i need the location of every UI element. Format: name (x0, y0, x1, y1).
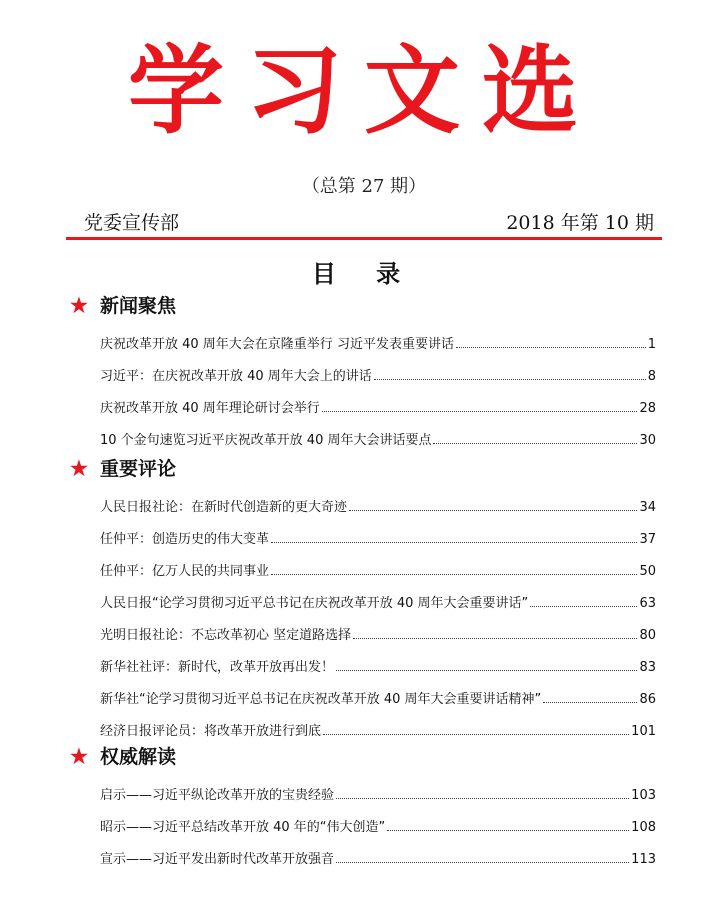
section-title-label: 权威解读 (99, 746, 176, 768)
dot-leader (456, 347, 646, 348)
page-number: 34 (639, 500, 656, 515)
dot-leader (374, 379, 646, 380)
toc-entry[interactable] (70, 771, 656, 803)
page-number: 63 (639, 596, 656, 611)
toc-entry[interactable] (70, 675, 656, 707)
toc-heading: 目 录 (311, 260, 417, 288)
page-number: 83 (639, 660, 656, 675)
toc-entry-title: 启示——习近平纵论改革开放的宝贵经验 (100, 788, 335, 803)
dot-leader (271, 574, 637, 575)
toc-entry[interactable] (70, 611, 656, 643)
page-number: 8 (647, 369, 656, 384)
toc-section (70, 741, 670, 867)
page-number: 86 (639, 692, 656, 707)
toc-entry-title: 任仲平：亿万人民的共同事业 (100, 564, 270, 579)
page-number: 30 (639, 433, 656, 448)
toc-entry-title: 庆祝改革开放 40 周年理论研讨会举行 (100, 401, 320, 416)
section-title-label: 新闻聚焦 (99, 295, 176, 317)
publisher: 党委宣传部 (84, 212, 180, 234)
page-number: 28 (639, 401, 656, 416)
meta-row (68, 208, 662, 234)
toc-entry[interactable] (70, 579, 656, 611)
page-number: 37 (639, 532, 656, 547)
toc-entry-title: 人民日报“论学习贯彻习近平总书记在庆祝改革开放 40 周年大会重要讲话” (100, 596, 529, 611)
section-title (70, 453, 670, 483)
dot-leader (323, 734, 629, 735)
dot-leader (530, 606, 637, 607)
issue-total: （总第 27 期） (301, 176, 427, 197)
toc-section (70, 453, 670, 739)
dot-leader (336, 862, 629, 863)
star-icon: ★ (70, 456, 88, 480)
page-number: 113 (631, 852, 656, 867)
dot-leader (543, 702, 637, 703)
page-number: 103 (631, 788, 656, 803)
section-title-label: 重要评论 (99, 458, 176, 480)
page-number: 50 (639, 564, 656, 579)
toc-entry-title: 光明日报社论：不忘改革初心 坚定道路选择 (100, 628, 352, 643)
dot-leader (387, 830, 629, 831)
dot-leader (336, 670, 637, 671)
page-number: 80 (639, 628, 656, 643)
dot-leader (353, 638, 637, 639)
issue-date: 2018 年第 10 期 (506, 212, 654, 234)
toc-entry-title: 宣示——习近平发出新时代改革开放强音 (100, 852, 335, 867)
toc-section (70, 290, 670, 448)
dot-leader (349, 510, 637, 511)
toc-entry[interactable] (70, 707, 656, 739)
star-icon: ★ (70, 293, 88, 317)
page-number: 108 (631, 820, 656, 835)
toc-entry[interactable] (70, 547, 656, 579)
toc-entry-title: 经济日报评论员：将改革开放进行到底 (100, 724, 322, 739)
toc-entry[interactable] (70, 320, 656, 352)
toc-entry-title: 任仲平：创造历史的伟大变革 (100, 532, 270, 547)
dot-leader (271, 542, 637, 543)
page-number: 1 (647, 337, 656, 352)
header-divider (66, 237, 662, 240)
toc-entry-title: 人民日报社论：在新时代创造新的更大奇迹 (100, 500, 348, 515)
toc-entry-title: 新华社“论学习贯彻习近平总书记在庆祝改革开放 40 周年大会重要讲话精神” (100, 692, 542, 707)
toc-entry[interactable] (70, 483, 656, 515)
star-icon: ★ (70, 744, 88, 768)
toc-entry[interactable] (70, 384, 656, 416)
toc-entry[interactable] (70, 803, 656, 835)
dot-leader (322, 411, 638, 412)
toc-entry[interactable] (70, 416, 656, 448)
dot-leader (433, 443, 637, 444)
toc-entry[interactable] (70, 835, 656, 867)
dot-leader (336, 798, 629, 799)
section-title (70, 741, 670, 771)
toc-entry-title: 新华社社评：新时代，改革开放再出发！ (100, 660, 335, 675)
toc-entry-title: 庆祝改革开放 40 周年大会在京隆重举行 习近平发表重要讲话 (100, 337, 454, 352)
toc-entry-title: 10 个金句速览习近平庆祝改革开放 40 周年大会讲话要点 (100, 433, 432, 448)
toc-entry[interactable] (70, 643, 656, 675)
toc-entry[interactable] (70, 352, 656, 384)
section-title (70, 290, 670, 320)
page-number: 101 (631, 724, 656, 739)
toc-entry[interactable] (70, 515, 656, 547)
toc-entry-title: 习近平：在庆祝改革开放 40 周年大会上的讲话 (100, 369, 372, 384)
toc-entry-title: 昭示——习近平总结改革开放 40 年的“伟大创造” (100, 820, 386, 835)
masthead-title: 学习文选 (128, 35, 600, 147)
